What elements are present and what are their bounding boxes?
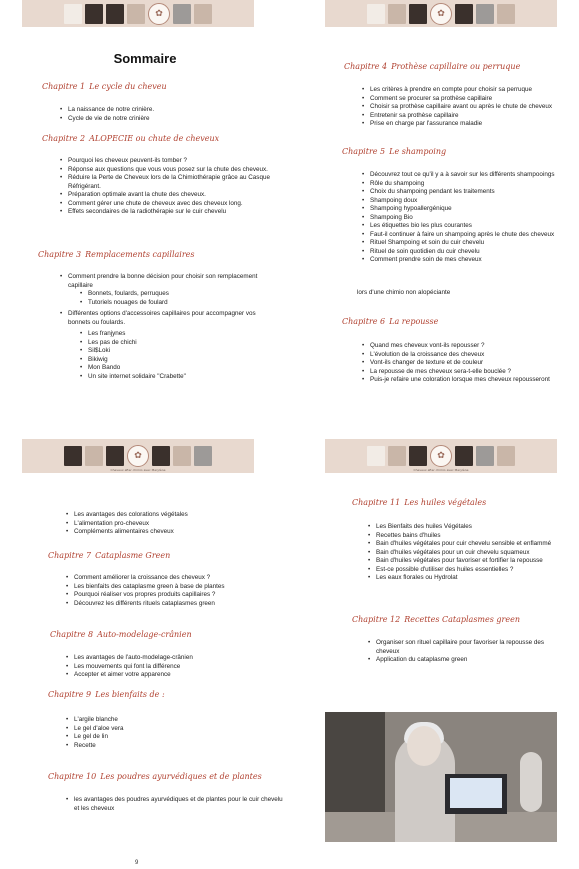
brand-logo-icon: ✿	[430, 445, 452, 467]
list-item: • Bain d'huiles végétales pour un cuir chevelu squameux	[368, 549, 579, 558]
chapter-list	[66, 574, 286, 608]
chapter-heading	[48, 690, 165, 699]
list-item: • Pourquoi réaliser vos propres produits capillaires ?	[66, 591, 286, 600]
list-subitem: • Les pas de chichi	[60, 339, 260, 348]
banner-caption: Cheveux after chimio avec Marylène	[110, 468, 166, 472]
list-subitem: • Tutoriels nouages de foulard	[60, 299, 260, 308]
list-item: • L'alimentation pro-cheveux	[66, 520, 286, 529]
list-item: • Différentes options d'accessoires capillaires pour accompagner vos bonnets ou foulards.	[60, 310, 260, 327]
lamp-icon	[520, 752, 542, 812]
banner-image	[455, 446, 473, 466]
chapter-title: Le shampoing	[389, 147, 447, 156]
list-item: • Découvrez tout ce qu'il y a à savoir sur les différents shampooings	[362, 171, 579, 180]
list-item: • Comment se procurer sa prothèse capillaire	[362, 95, 579, 104]
chapter-list	[66, 654, 286, 680]
banner-image	[476, 446, 494, 466]
chapter-title: Remplacements capillaires	[85, 250, 195, 259]
chapter-heading	[342, 147, 446, 156]
banner-image	[367, 446, 385, 466]
list-item: • Prise en charge par l'assurance maladie	[362, 120, 579, 129]
chapter-heading	[42, 134, 219, 143]
chapter-title: Auto-modelage-crânien	[97, 630, 192, 639]
chapter-list	[60, 273, 260, 381]
list-item: • Est-ce possible d'utiliser des huiles essentielles ?	[368, 566, 579, 575]
banner-image	[85, 446, 103, 466]
chapter-title: Recettes Cataplasmes green	[404, 615, 520, 624]
list-item: • L'argile blanche	[66, 716, 286, 725]
list-item: • Accepter et aimer votre apparence	[66, 671, 286, 680]
chapter-number: Chapitre 5	[342, 147, 386, 156]
list-subitem: • Mon Bando	[60, 364, 260, 373]
chapter-list	[66, 511, 286, 537]
chapter-title: Cataplasme Green	[95, 551, 171, 560]
list-item: • Rôle du shampoing	[362, 180, 579, 189]
list-item: • Les bienfaits des cataplasme green à base de plantes	[66, 583, 286, 592]
chapter-title: Le cycle du cheveu	[89, 82, 167, 91]
header-banner	[325, 439, 557, 473]
list-item: • Faut-il continuer à faire un shampoing après le chute des cheveux	[362, 231, 579, 240]
chapter-title: ALOPECIE ou chute de cheveux	[89, 134, 220, 143]
list-continuation: lors d'une chimio non alopéciante	[357, 289, 451, 296]
list-item: • Recette	[66, 742, 286, 751]
list-item: • La repousse de mes cheveux sera-t-elle bouclée ?	[362, 368, 579, 377]
chapter-heading	[50, 630, 192, 639]
page-title: Sommaire	[113, 51, 177, 66]
list-item: • Choisir sa prothèse capillaire avant ou après le chute de cheveux	[362, 103, 579, 112]
list-item: • Entretenir sa prothèse capillaire	[362, 112, 579, 121]
chapter-list	[66, 796, 288, 813]
page-quadrant-1	[0, 0, 290, 434]
chapter-heading	[344, 62, 520, 71]
header-banner	[22, 0, 254, 27]
list-subitem: • Les franjynes	[60, 330, 260, 339]
chapter-number: Chapitre 1	[42, 82, 86, 91]
banner-image	[497, 4, 515, 24]
chapter-title: Les poudres ayurvédiques et de plantes	[100, 772, 262, 781]
chapter-number: Chapitre 2	[42, 134, 86, 143]
list-subitem: • Bonnets, foulards, perruques	[60, 290, 260, 299]
list-item: • Comment gérer une chute de cheveux avec des cheveux long.	[60, 200, 272, 209]
banner-image	[106, 446, 124, 466]
banner-image	[497, 446, 515, 466]
chapter-number: Chapitre 9	[48, 690, 92, 699]
banner-image	[409, 446, 427, 466]
list-item: • Comment améliorer la croissance des cheveux ?	[66, 574, 286, 583]
chapter-list	[60, 157, 272, 217]
list-item: • Puis-je refaire une coloration lorsque mes cheveux repousseront	[362, 376, 579, 385]
list-item: • Shampoing hypoallergénique	[362, 205, 579, 214]
banner-image	[106, 4, 124, 24]
chapter-heading	[352, 615, 520, 624]
banner-image	[194, 446, 212, 466]
list-item: • Les étiquettes bio les plus courantes	[362, 222, 579, 231]
banner-image	[388, 4, 406, 24]
banner-image	[64, 446, 82, 466]
list-item: • Le gel d'aloe vera	[66, 725, 286, 734]
brand-logo-icon: ✿	[430, 3, 452, 25]
banner-image	[173, 4, 191, 24]
list-item: • Organiser son rituel capillaire pour favoriser la repousse des cheveux	[368, 639, 568, 656]
brand-logo-icon: ✿	[148, 3, 170, 25]
chapter-number: Chapitre 4	[344, 62, 388, 71]
banner-image	[173, 446, 191, 466]
list-item: • Shampoing doux	[362, 197, 579, 206]
list-item: • La naissance de notre crinière.	[60, 106, 280, 115]
banner-image	[85, 4, 103, 24]
list-item: • Comment prendre soin de mes cheveux	[362, 256, 579, 265]
list-item: • Application du cataplasme green	[368, 656, 568, 665]
list-item: • Préparation optimale avant la chute des cheveux.	[60, 191, 272, 200]
chapter-heading	[48, 551, 170, 560]
list-subitem: • Bikiwig	[60, 356, 260, 365]
header-banner	[22, 439, 254, 473]
chapter-number: Chapitre 6	[342, 317, 386, 326]
list-item: • Rituel Shampoing et soin du cuir chevelu	[362, 239, 579, 248]
chapter-list	[60, 106, 280, 123]
list-item: • Le gel de lin	[66, 733, 286, 742]
banner-image	[127, 4, 145, 24]
page-quadrant-2	[290, 0, 579, 434]
list-item: • Pourquoi les cheveux peuvent-ils tomber ?	[60, 157, 272, 166]
chapter-title: Prothèse capillaire ou perruque	[391, 62, 521, 71]
list-item: • Bain d'huiles végétales pour cuir chevelu sensible et enflammé	[368, 540, 579, 549]
banner-image	[152, 446, 170, 466]
banner-image	[409, 4, 427, 24]
list-item: • Bain d'huiles végétales pour favoriser et fortifier la repousse	[368, 557, 579, 566]
banner-image	[476, 4, 494, 24]
chapter-heading	[38, 250, 195, 259]
chapter-heading	[352, 498, 486, 507]
chapter-heading	[48, 772, 262, 781]
chapter-number: Chapitre 3	[38, 250, 82, 259]
list-subitem: • Sil$Loki	[60, 347, 260, 356]
chapter-title: Les huiles végétales	[404, 498, 487, 507]
list-item: • Effets secondaires de la radiothérapie sur le cuir chevelu	[60, 208, 272, 217]
chapter-list	[362, 342, 579, 385]
chapter-list	[362, 86, 579, 129]
list-item: • Comment prendre la bonne décision pour choisir son remplacement capillaire	[60, 273, 260, 290]
chapter-heading	[42, 82, 167, 91]
banner-image	[367, 4, 385, 24]
chapter-title: Les bienfaits de :	[95, 690, 165, 699]
chapter-list	[368, 523, 579, 583]
page-quadrant-3	[0, 434, 290, 868]
chapter-number: Chapitre 8	[50, 630, 94, 639]
chapter-number: Chapitre 7	[48, 551, 92, 560]
list-item: • Les Bienfaits des huiles Végétales	[368, 523, 579, 532]
list-item: • Cycle de vie de notre crinière	[60, 115, 280, 124]
chapter-list	[368, 639, 568, 665]
list-item: • Compléments alimentaires cheveux	[66, 528, 286, 537]
list-item: • Réduire la Perte de Cheveux lors de la Chimiothérapie grâce au Casque Réfrigérant.	[60, 174, 272, 191]
list-item: • Choix du shampoing pendant les traitements	[362, 188, 579, 197]
list-item: • Les mouvements qui font la différence	[66, 663, 286, 672]
list-subitem: • Un site internet solidaire "Crabette"	[60, 373, 260, 382]
brand-logo-icon: ✿	[127, 445, 149, 467]
list-item: • Rituel de soin quotidien du cuir chevelu	[362, 248, 579, 257]
list-item: • Recettes bains d'huiles	[368, 532, 579, 541]
chapter-number: Chapitre 10	[48, 772, 97, 781]
banner-image	[64, 4, 82, 24]
list-item: • Les eaux florales ou Hydrolat	[368, 574, 579, 583]
list-item: • Les avantages des colorations végétales	[66, 511, 286, 520]
list-item: • Réponse aux questions que vous vous posez sur la chute des cheveux.	[60, 166, 272, 175]
chapter-number: Chapitre 12	[352, 615, 401, 624]
banner-caption: Cheveux after chimio avec Marylène	[413, 468, 469, 472]
banner-image	[455, 4, 473, 24]
list-item: • Les critères à prendre en compte pour choisir sa perruque	[362, 86, 579, 95]
chapter-heading	[342, 317, 438, 326]
banner-image	[388, 446, 406, 466]
chapter-list	[66, 716, 286, 750]
author-photo	[325, 712, 557, 842]
chapter-number: Chapitre 11	[352, 498, 401, 507]
list-item: • Les avantages de l'auto-modelage-crânien	[66, 654, 286, 663]
chapter-title: La repousse	[389, 317, 439, 326]
page-number: 9	[135, 860, 139, 866]
list-item: • L'évolution de la croissance des cheveux	[362, 351, 579, 360]
list-item: • Découvrez les différents rituels cataplasmes green	[66, 600, 286, 609]
list-item: • Shampoing Bio	[362, 214, 579, 223]
list-item: • Vont-ils changer de texture et de couleur	[362, 359, 579, 368]
banner-image	[194, 4, 212, 24]
header-banner	[325, 0, 557, 27]
page-quadrant-4	[290, 434, 579, 868]
list-item: • Quand mes cheveux vont-ils repousser ?	[362, 342, 579, 351]
list-item: • les avantages des poudres ayurvédiques et de plantes pour le cuir chevelu et les cheveux	[66, 796, 288, 813]
chapter-list	[362, 171, 579, 265]
